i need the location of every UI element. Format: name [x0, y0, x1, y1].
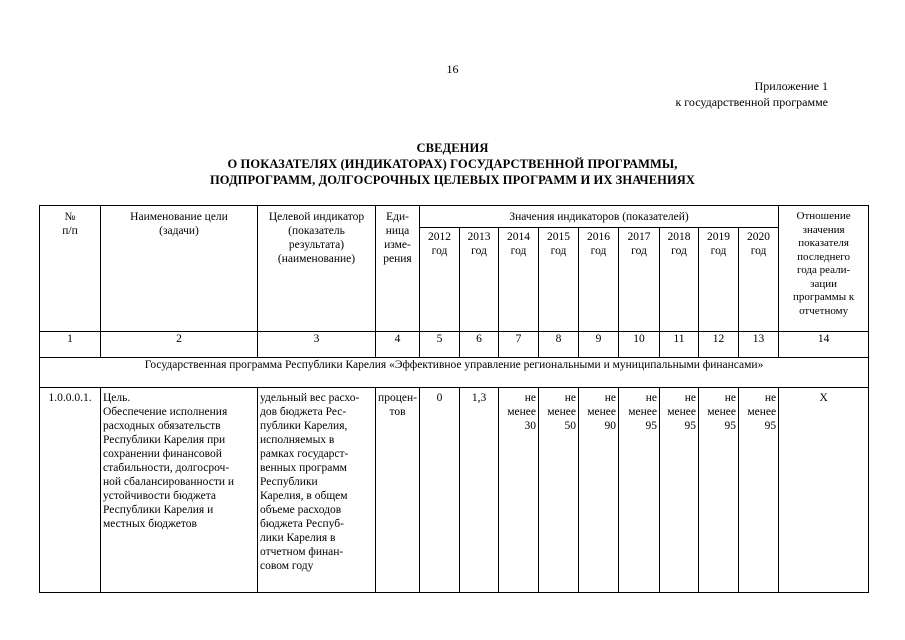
header-values-group: Значения индикаторов (показателей)	[420, 206, 779, 228]
row-value-2017: не менее 95	[619, 388, 660, 593]
header-year-2016: 2016 год	[579, 228, 619, 332]
appendix-subtitle: к государственной программе	[675, 95, 828, 109]
document-title-line-2: О ПОКАЗАТЕЛЯХ (ИНДИКАТОРАХ) ГОСУДАРСТВЕННОЙ ПРОГРАММЫ,	[227, 157, 678, 171]
row-value-2013: 1,3	[460, 388, 499, 593]
header-year-2014: 2014 год	[499, 228, 539, 332]
header-year-2017: 2017 год	[619, 228, 660, 332]
header-year-2020: 2020 год	[739, 228, 779, 332]
row-goal: Цель. Обеспечение исполнения расходных обязательств Республики Карелия при сохранении финансовой стабильности, долгосроч- ной сбалансированности и устойчивости бюджета Республики Карелия и местных бюджетов	[101, 388, 258, 593]
row-value-2014: не менее 30	[499, 388, 539, 593]
header-year-2015: 2015 год	[539, 228, 579, 332]
column-number: 5	[420, 332, 460, 358]
header-unit: Еди- ница изме- рения	[376, 206, 420, 332]
section-title: Государственная программа Республики Карелия «Эффективное управление региональными и муниципальными финансами»	[40, 358, 869, 388]
column-number: 11	[660, 332, 699, 358]
document-title-line-1: СВЕДЕНИЯ	[416, 141, 489, 155]
header-indicator: Целевой индикатор (показатель результата) (наименование)	[258, 206, 376, 332]
header-ratio: Отношение значения показателя последнего года реали- зации программы к отчетному	[779, 206, 869, 332]
column-number: 1	[40, 332, 101, 358]
row-value-2020: не менее 95	[739, 388, 779, 593]
row-value-2016: не менее 90	[579, 388, 619, 593]
column-number: 9	[579, 332, 619, 358]
column-number: 10	[619, 332, 660, 358]
header-year-2012: 2012 год	[420, 228, 460, 332]
column-number: 14	[779, 332, 869, 358]
column-number: 13	[739, 332, 779, 358]
column-number: 12	[699, 332, 739, 358]
row-value-2019: не менее 95	[699, 388, 739, 593]
column-number: 7	[499, 332, 539, 358]
appendix-label: Приложение 1	[754, 79, 828, 93]
document-title-line-3: ПОДПРОГРАММ, ДОЛГОСРОЧНЫХ ЦЕЛЕВЫХ ПРОГРАММ И ИХ ЗНАЧЕНИЯХ	[209, 173, 696, 187]
row-ratio: Х	[779, 388, 869, 593]
column-number: 2	[101, 332, 258, 358]
row-value-2012: 0	[420, 388, 460, 593]
page-number: 16	[446, 62, 459, 76]
row-unit: процен- тов	[376, 388, 420, 593]
row-indicator: удельный вес расхо- дов бюджета Рес- публики Карелия, исполняемых в рамках государст- венных программ Республики Карелия, в общем объеме расходов бюджета Респуб- лики Карелия в отчетном финан- совом году	[258, 388, 376, 593]
column-number: 8	[539, 332, 579, 358]
header-goal: Наименование цели (задачи)	[101, 206, 258, 332]
header-num: № п/п	[40, 206, 101, 332]
column-number: 4	[376, 332, 420, 358]
column-number: 6	[460, 332, 499, 358]
header-year-2019: 2019 год	[699, 228, 739, 332]
header-year-2013: 2013 год	[460, 228, 499, 332]
header-year-2018: 2018 год	[660, 228, 699, 332]
column-number: 3	[258, 332, 376, 358]
row-num: 1.0.0.0.1.	[40, 388, 101, 593]
row-value-2015: не менее 50	[539, 388, 579, 593]
indicators-table	[39, 205, 869, 593]
row-value-2018: не менее 95	[660, 388, 699, 593]
